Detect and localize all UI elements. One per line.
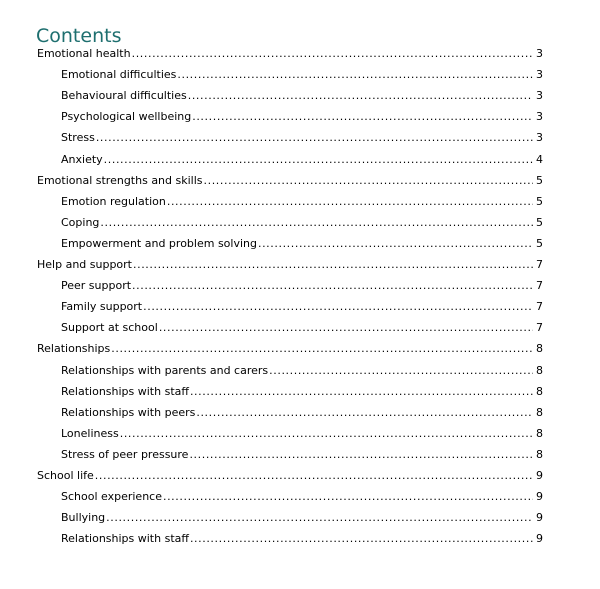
toc-subsection-entry[interactable] bbox=[61, 150, 543, 170]
toc-page-number: 7 bbox=[536, 300, 543, 314]
toc-subsection-entry[interactable] bbox=[61, 234, 543, 254]
toc-subsection-entry[interactable] bbox=[61, 529, 543, 549]
toc-entry-label: School experience bbox=[61, 490, 162, 504]
toc-page-number: 3 bbox=[536, 110, 543, 124]
toc-subsection-entry[interactable] bbox=[61, 86, 543, 106]
toc-entry-label: Relationships with staff bbox=[61, 532, 189, 546]
toc-entry-label: Loneliness bbox=[61, 426, 119, 440]
toc-dot-leader bbox=[133, 255, 533, 275]
toc-entry-label: Relationships with staff bbox=[61, 384, 189, 398]
toc-page-number: 3 bbox=[536, 68, 543, 82]
toc-page-number: 9 bbox=[536, 490, 543, 504]
toc-entry-label: Emotional strengths and skills bbox=[37, 173, 203, 187]
toc-entry-label: Psychological wellbeing bbox=[61, 110, 192, 124]
toc-page-number: 8 bbox=[536, 342, 543, 356]
toc-page-number: 7 bbox=[536, 321, 543, 335]
toc-entry-label: Family support bbox=[61, 300, 143, 314]
page-title: Contents bbox=[36, 25, 122, 47]
toc-dot-leader bbox=[159, 318, 533, 338]
toc-dot-leader bbox=[163, 487, 533, 507]
toc-dot-leader bbox=[143, 297, 533, 317]
toc-dot-leader bbox=[192, 107, 533, 127]
toc-page-number: 5 bbox=[536, 194, 543, 208]
toc-subsection-entry[interactable] bbox=[61, 508, 543, 528]
toc-page-number: 9 bbox=[536, 532, 543, 546]
toc-page-number: 8 bbox=[536, 384, 543, 398]
toc-dot-leader bbox=[95, 466, 533, 486]
toc-subsection-entry[interactable] bbox=[61, 403, 543, 423]
toc-entry-label: Behavioural difficulties bbox=[61, 89, 187, 103]
toc-subsection-entry[interactable] bbox=[61, 445, 543, 465]
toc-subsection-entry[interactable] bbox=[61, 318, 543, 338]
toc-page-number: 3 bbox=[536, 47, 543, 60]
toc-subsection-entry[interactable] bbox=[61, 424, 543, 444]
toc-subsection-entry[interactable] bbox=[61, 487, 543, 507]
toc-page-number: 8 bbox=[536, 426, 543, 440]
toc-section-entry[interactable] bbox=[37, 466, 543, 486]
toc-section-entry[interactable] bbox=[37, 255, 543, 275]
toc-page-number: 7 bbox=[536, 279, 543, 293]
toc-entry-label: Support at school bbox=[61, 321, 158, 335]
toc-entry-label: Help and support bbox=[37, 258, 132, 271]
toc-dot-leader bbox=[177, 65, 533, 85]
toc-page-number: 8 bbox=[536, 405, 543, 419]
toc-subsection-entry[interactable] bbox=[61, 192, 543, 212]
toc-dot-leader bbox=[100, 213, 533, 233]
toc-dot-leader bbox=[190, 382, 533, 402]
table-of-contents bbox=[0, 44, 600, 564]
toc-page-number: 3 bbox=[536, 89, 543, 103]
toc-subsection-entry[interactable] bbox=[61, 128, 543, 148]
toc-entry-label: Anxiety bbox=[61, 152, 103, 166]
toc-page-number: 5 bbox=[536, 236, 543, 250]
toc-page-number: 4 bbox=[536, 152, 543, 166]
toc-dot-leader bbox=[132, 44, 533, 64]
toc-entry-label: Coping bbox=[61, 215, 100, 229]
toc-entry-label: Stress bbox=[61, 131, 95, 145]
toc-dot-leader bbox=[258, 234, 533, 254]
toc-page-number: 5 bbox=[536, 215, 543, 229]
toc-page-number: 7 bbox=[536, 258, 543, 271]
toc-entry-label: Relationships with parents and carers bbox=[61, 363, 269, 377]
toc-dot-leader bbox=[132, 276, 533, 296]
toc-entry-label: Peer support bbox=[61, 279, 132, 293]
toc-entry-label: Empowerment and problem solving bbox=[61, 236, 257, 250]
toc-subsection-entry[interactable] bbox=[61, 107, 543, 127]
toc-dot-leader bbox=[167, 192, 533, 212]
toc-dot-leader bbox=[189, 445, 533, 465]
toc-page-number: 9 bbox=[536, 469, 543, 482]
toc-dot-leader bbox=[269, 361, 533, 381]
toc-page-number: 8 bbox=[536, 363, 543, 377]
toc-dot-leader bbox=[111, 339, 533, 359]
toc-dot-leader bbox=[204, 171, 533, 191]
toc-entry-label: Bullying bbox=[61, 511, 106, 525]
toc-dot-leader bbox=[120, 424, 533, 444]
toc-entry-label: Relationships bbox=[37, 342, 111, 356]
toc-entry-label: Emotional difficulties bbox=[61, 68, 177, 82]
toc-entry-label: Emotional health bbox=[37, 47, 131, 60]
toc-section-entry[interactable] bbox=[37, 44, 543, 64]
toc-dot-leader bbox=[196, 403, 533, 423]
toc-subsection-entry[interactable] bbox=[61, 213, 543, 233]
toc-dot-leader bbox=[104, 150, 533, 170]
toc-entry-label: Stress of peer pressure bbox=[61, 447, 189, 461]
toc-entry-label: School life bbox=[37, 469, 94, 482]
toc-subsection-entry[interactable] bbox=[61, 382, 543, 402]
toc-subsection-entry[interactable] bbox=[61, 361, 543, 381]
toc-page-number: 3 bbox=[536, 131, 543, 145]
toc-dot-leader bbox=[96, 128, 533, 148]
toc-page-number: 8 bbox=[536, 447, 543, 461]
toc-page-number: 9 bbox=[536, 511, 543, 525]
toc-section-entry[interactable] bbox=[37, 339, 543, 359]
toc-subsection-entry[interactable] bbox=[61, 297, 543, 317]
toc-subsection-entry[interactable] bbox=[61, 65, 543, 85]
toc-subsection-entry[interactable] bbox=[61, 276, 543, 296]
toc-section-entry[interactable] bbox=[37, 171, 543, 191]
toc-entry-label: Emotion regulation bbox=[61, 194, 166, 208]
toc-dot-leader bbox=[190, 529, 533, 549]
toc-dot-leader bbox=[188, 86, 533, 106]
toc-dot-leader bbox=[106, 508, 533, 528]
toc-entry-label: Relationships with peers bbox=[61, 405, 196, 419]
toc-page-number: 5 bbox=[536, 173, 543, 187]
